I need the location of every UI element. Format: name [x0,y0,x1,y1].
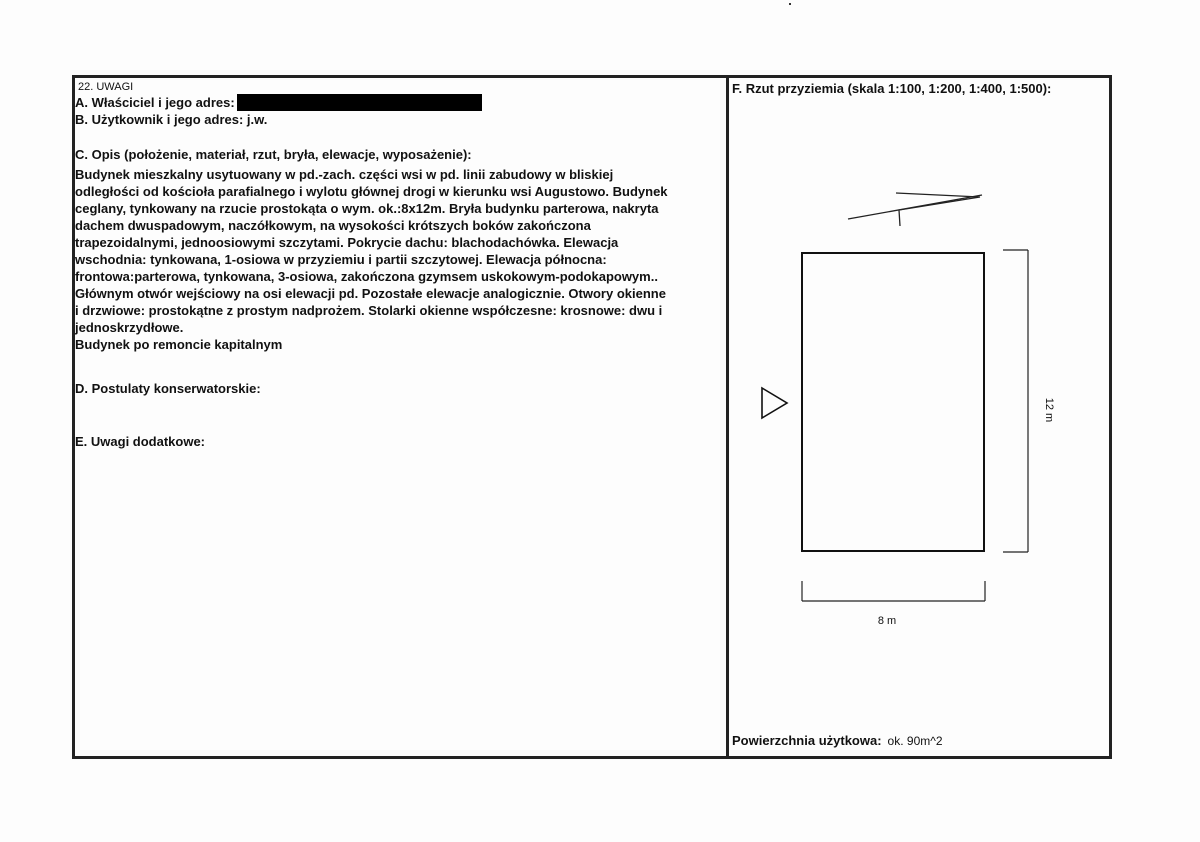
postulates-label: D. Postulaty konserwatorskie: [75,381,261,396]
length-label: 12 m [1043,397,1055,423]
description-line: odległości od kościoła parafialnego i wylotu głównej drogi w kierunku wsi Augustowo. Budynek [75,184,668,199]
width-label: 8 m [877,615,897,627]
floor-plan-title: F. Rzut przyziemia (skala 1:100, 1:200, 1:400, 1:500): [732,81,1052,96]
usable-area-value: ok. 90m^2 [887,734,943,748]
description-line: i drzwiowe: prostokątne z prostym nadprożem. Stolarki okienne współczesne: krosnowe: dwu i [75,303,663,318]
redaction-bar [237,94,482,111]
description-line: trapezoidalnymi, jednoosiowymi szczytami. Pokrycie dachu: blachodachówka. Elewacja [75,235,619,250]
usable-area-row [732,733,943,748]
description-heading: C. Opis (położenie, materiał, rzut, bryła, elewacje, wyposażenie): [75,147,472,162]
user-row: B. Użytkownik i jego adres: j.w. [75,112,268,127]
owner-row [75,94,482,111]
scan-speck [789,3,791,5]
width-dimension-line [802,581,985,601]
floor-plan-drawing [729,78,1109,758]
description-line: Głównym otwór wejściowy na osi elewacji pd. Pozostałe elewacje analogicznie. Otwory okienne [75,286,666,301]
description-line: ceglany, tynkowany na rzucie prostokąta o wym. ok.:8x12m. Bryła budynku parterowa, nakryta [75,201,659,216]
description-body [75,166,725,353]
length-dimension-line [1003,250,1028,552]
floor-plan-panel [729,78,1109,758]
remarks-panel [75,78,725,758]
description-line: frontowa:parterowa, tynkowana, 3-osiowa, zakończona gzymsem uskokowym-podokapowym.. [75,269,658,284]
owner-label: A. Właściciel i jego adres: [75,95,235,110]
entrance-arrow-icon [762,388,787,418]
description-line: dachem dwuspadowym, naczółkowym, na wysokości krótszych boków zakończona [75,218,591,233]
description-line: jednoskrzydłowe. [75,320,184,335]
description-line: wschodnia: tynkowana, 1-osiowa w przyziemiu i partii szczytowej. Elewacja północna: [75,252,607,267]
usable-area-label: Powierzchnia użytkowa: [732,733,882,748]
building-outline [802,253,984,551]
additional-remarks-label: E. Uwagi dodatkowe: [75,434,206,449]
north-arrow-icon [848,193,982,226]
section-number: 22. UWAGI [78,81,134,93]
description-line: Budynek mieszkalny usytuowany w pd.-zach. części wsi w pd. linii zabudowy w bliskiej [75,167,614,182]
description-line: Budynek po remoncie kapitalnym [75,337,283,352]
